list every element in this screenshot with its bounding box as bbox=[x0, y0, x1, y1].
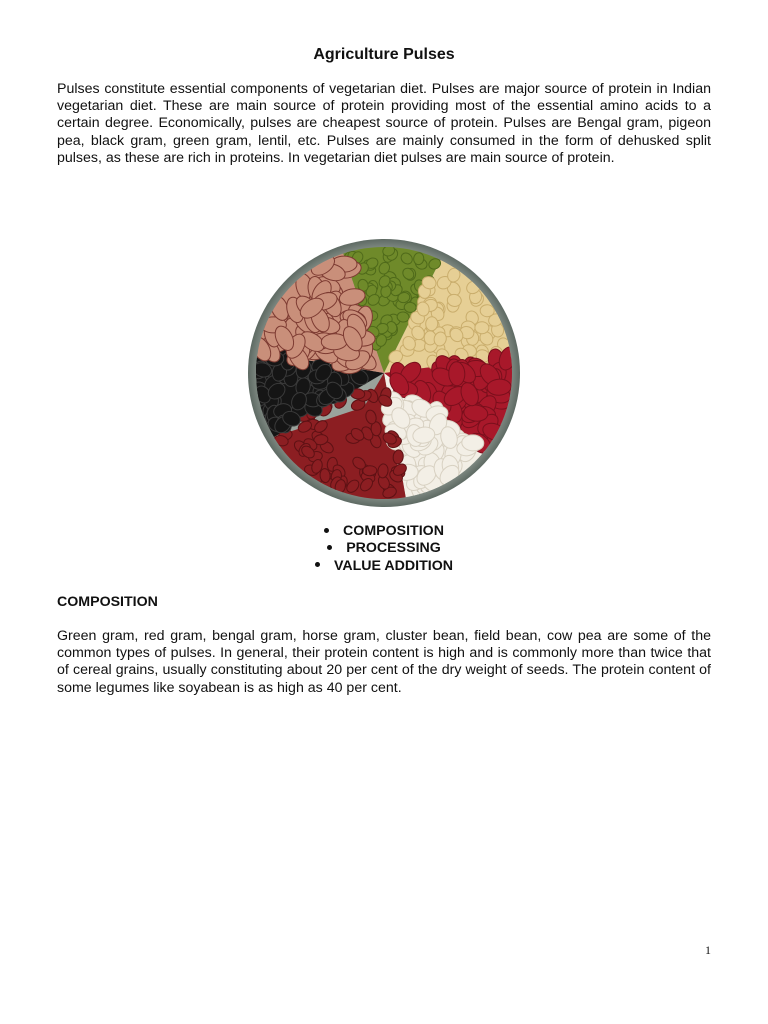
list-item-label: PROCESSING bbox=[346, 540, 441, 557]
list-item bbox=[0, 523, 768, 540]
section-paragraph: Green gram, red gram, bengal gram, horse gram, cluster bean, field bean, cow pea are some of the common types of pulses. In general, their protein content is high and is commonly more than twice that of cereal grains, usually constituting about 20 per cent of the dry weight of seeds. The protein content of some legumes like soyabean is as high as 40 per cent. bbox=[57, 628, 711, 696]
list-item-label: COMPOSITION bbox=[343, 523, 444, 539]
topic-list bbox=[0, 523, 768, 575]
list-item bbox=[0, 558, 768, 575]
list-item-label: VALUE ADDITION bbox=[333, 557, 453, 574]
bean bbox=[475, 321, 489, 333]
pulses-bowl-image bbox=[246, 237, 522, 509]
section-heading: COMPOSITION bbox=[57, 594, 158, 610]
bullet-icon bbox=[327, 545, 332, 550]
bean bbox=[480, 304, 495, 317]
bean bbox=[363, 465, 377, 475]
bean bbox=[404, 302, 417, 313]
page-number: 1 bbox=[705, 943, 711, 957]
page-title: Agriculture Pulses bbox=[313, 46, 455, 63]
bullet-icon bbox=[324, 528, 329, 533]
bean bbox=[425, 316, 438, 331]
intro-paragraph: Pulses constitute essential components of vegetarian diet. Pulses are major source of protein in Indian vegetarian diet. These are main source of protein providing most of the essential amino acids to a certain degree. Economically, pulses are cheapest source of protein. Pulses are Bengal gram, pigeon pea, black gram, green gram, lentil, etc. Pulses are mainly consumed in the form of dehusked split pulses, as these are rich in proteins. In vegetarian diet pulses are main source of protein. bbox=[57, 81, 711, 166]
bullet-icon bbox=[315, 562, 320, 567]
list-item bbox=[0, 540, 768, 557]
bean bbox=[448, 361, 465, 386]
